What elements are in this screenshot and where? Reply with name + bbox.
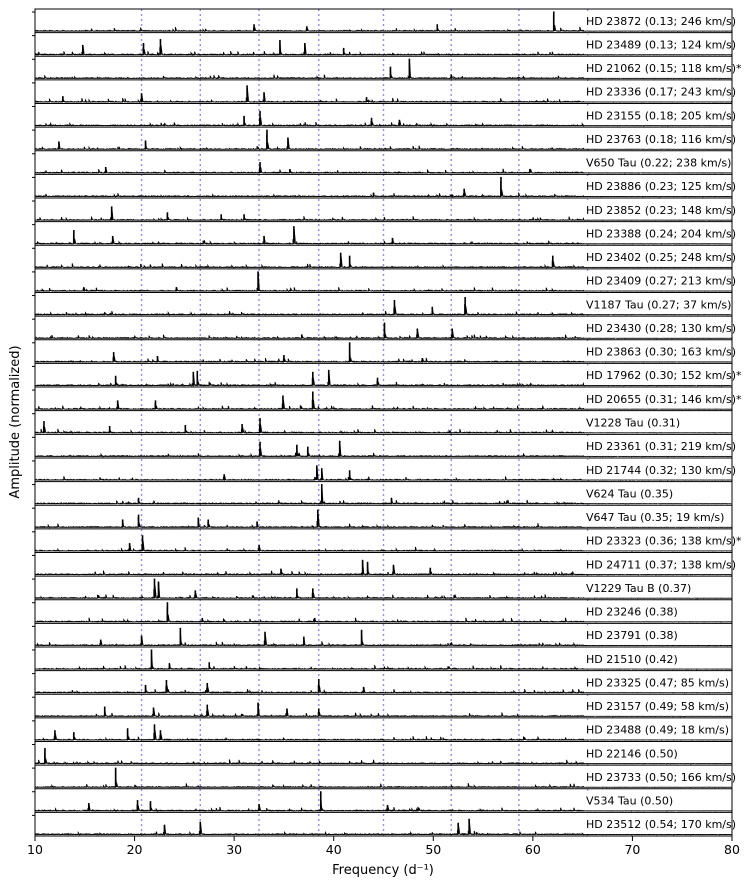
x-tick-label: 50 <box>425 842 442 857</box>
x-tick-label: 60 <box>524 842 541 857</box>
panel-22 <box>32 531 742 553</box>
series-label: HD 23886 (0.23; 125 km/s) <box>586 180 737 194</box>
series-label: HD 21510 (0.42) <box>586 652 678 666</box>
series-label: V647 Tau (0.35; 19 km/s) <box>586 511 725 525</box>
panel-33 <box>32 791 732 813</box>
series-label: HD 23863 (0.30; 163 km/s) <box>586 345 737 359</box>
series-label: HD 23325 (0.47; 85 km/s) <box>586 676 730 690</box>
x-tick-label: 40 <box>325 842 342 857</box>
series-label: HD 20655 (0.31; 146 km/s)* <box>586 392 742 406</box>
series-label: HD 23336 (0.17; 243 km/s) <box>586 85 737 99</box>
panel-16 <box>32 389 742 411</box>
series-label: HD 23488 (0.49; 18 km/s) <box>586 723 730 737</box>
series-label: HD 23155 (0.18; 205 km/s) <box>586 109 737 123</box>
series-label: V1229 Tau B (0.37) <box>586 581 692 595</box>
panel-6 <box>32 153 732 175</box>
series-label: HD 23430 (0.28; 130 km/s) <box>586 321 737 335</box>
series-label: HD 23733 (0.50; 166 km/s) <box>586 770 737 784</box>
panel-24 <box>32 578 732 600</box>
panel-31 <box>32 743 732 765</box>
panel-12 <box>32 295 732 317</box>
panel-13 <box>32 318 736 340</box>
x-tick-label: 20 <box>126 842 143 857</box>
x-tick-label: 80 <box>724 842 740 857</box>
series-label: HD 21744 (0.32; 130 km/s) <box>586 463 737 477</box>
series-label: HD 23388 (0.24; 204 km/s) <box>586 227 737 241</box>
panel-26 <box>32 625 732 647</box>
series-label: HD 23246 (0.38) <box>586 605 678 619</box>
panel-15 <box>32 365 742 387</box>
series-label: HD 23409 (0.27; 213 km/s) <box>586 274 737 288</box>
panel-25 <box>32 602 732 624</box>
x-axis-label: Frequency (d⁻¹) <box>332 863 434 878</box>
x-tick-label: 10 <box>27 842 43 857</box>
panel-27 <box>32 649 732 671</box>
x-tick-label: 30 <box>226 842 243 857</box>
series-label: HD 23323 (0.36; 138 km/s)* <box>586 534 742 548</box>
series-label: HD 23791 (0.38) <box>586 629 678 643</box>
panel-17 <box>32 413 732 435</box>
x-tick-label: 70 <box>624 842 641 857</box>
x-axis <box>27 836 740 857</box>
series-label: HD 23402 (0.25; 248 km/s) <box>586 251 737 265</box>
series-label: HD 21062 (0.15; 118 km/s)* <box>586 62 742 76</box>
panel-29 <box>32 696 732 718</box>
series-label: HD 23157 (0.49; 58 km/s) <box>586 700 730 714</box>
panel-2 <box>32 58 742 80</box>
series-label: HD 23489 (0.13; 124 km/s) <box>586 38 737 52</box>
series-label: HD 23852 (0.23; 148 km/s) <box>586 203 737 217</box>
series-label: HD 22146 (0.50) <box>586 747 678 761</box>
series-label: V534 Tau (0.50) <box>586 794 674 808</box>
panel-28 <box>32 673 732 695</box>
series-label: HD 17962 (0.30; 152 km/s)* <box>586 369 742 383</box>
panel-21 <box>32 507 732 529</box>
y-axis-label: Amplitude (normalized) <box>8 345 23 499</box>
series-label: HD 23512 (0.54; 170 km/s) <box>586 818 737 832</box>
series-label: V624 Tau (0.35) <box>586 487 674 501</box>
series-label: HD 23872 (0.13; 246 km/s) <box>586 14 737 28</box>
series-label: V1187 Tau (0.27; 37 km/s) <box>586 298 732 312</box>
series-label: HD 23361 (0.31; 219 km/s) <box>586 440 737 454</box>
series-label: HD 24711 (0.37; 138 km/s) <box>586 558 737 572</box>
panels <box>32 11 742 836</box>
panel-20 <box>32 484 732 506</box>
series-label: V1228 Tau (0.31) <box>586 416 681 430</box>
series-label: V650 Tau (0.22; 238 km/s) <box>586 156 732 170</box>
panel-30 <box>32 720 732 742</box>
panel-4 <box>32 106 736 128</box>
series-label: HD 23763 (0.18; 116 km/s) <box>586 132 737 146</box>
